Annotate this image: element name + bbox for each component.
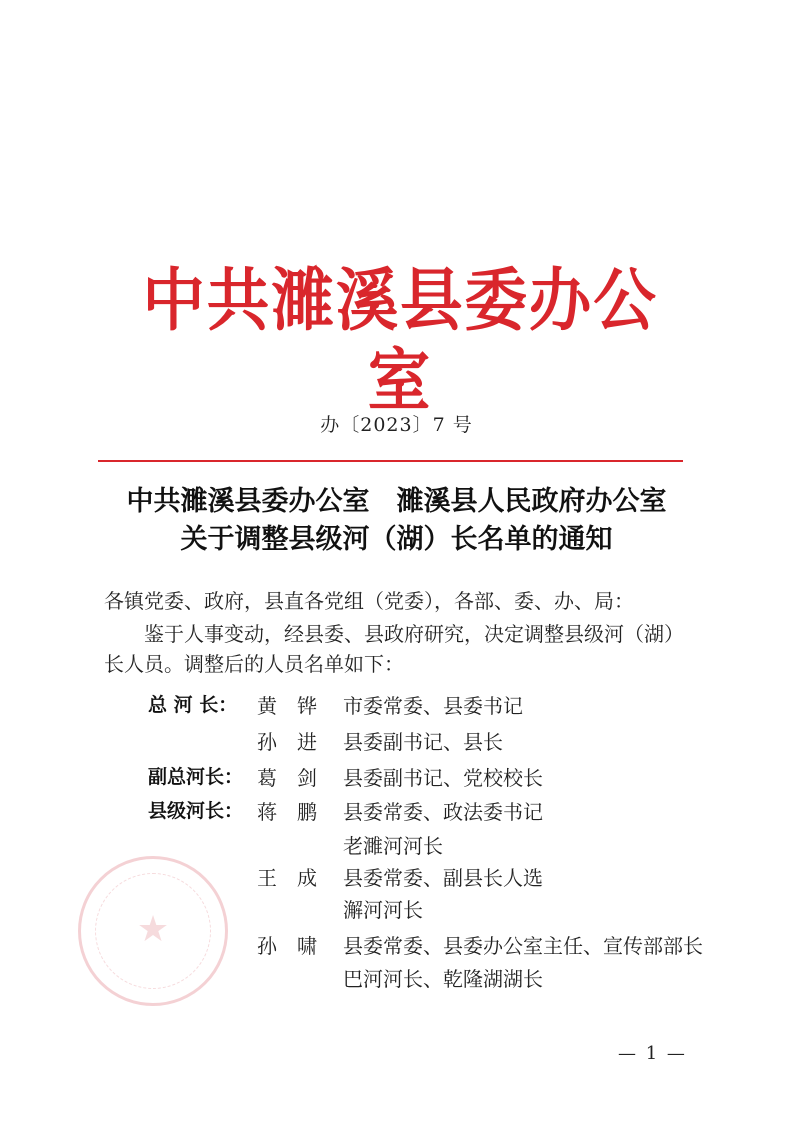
roster-role: 副总河长： (148, 766, 244, 788)
roster-duty: 县委常委、政法委书记 (343, 800, 543, 824)
roster-role: 县级河长： (148, 800, 244, 822)
page-number: — 1 — (618, 1043, 687, 1064)
roster-duty: 县委常委、县委办公室主任、宣传部部长 (343, 934, 703, 958)
document-number: 办〔2023〕7 号 (320, 414, 473, 436)
roster-duty: 县委副书记、党校校长 (343, 766, 543, 790)
roster-duty: 市委常委、县委书记 (343, 694, 523, 718)
roster-duty: 县委常委、副县长人选 (343, 866, 543, 890)
roster-river-assignment: 澥河河长 (343, 898, 423, 922)
addressee-line: 各镇党委、政府，县直各党组（党委），各部、委、办、局： (104, 589, 634, 613)
body-paragraph-line-2: 长人员。调整后的人员名单如下： (104, 652, 404, 676)
document-title (0, 483, 793, 559)
official-seal-stamp (78, 856, 228, 1006)
body-paragraph-line-1: 鉴于人事变动，经县委、县政府研究，决定调整县级河（湖） (144, 622, 684, 646)
roster-name: 黄 铧 (257, 694, 317, 718)
seal-star-icon: ★ (136, 909, 170, 950)
roster-name: 孙 啸 (257, 934, 317, 958)
roster-name: 孙 进 (257, 730, 317, 754)
roster-role: 总 河 长： (148, 694, 238, 716)
roster-name: 蒋 鹏 (257, 800, 317, 824)
roster-river-assignment: 老濉河河长 (343, 834, 443, 858)
issuer-masthead: 中共濉溪县委办公室 (142, 262, 658, 421)
roster-name: 葛 剑 (257, 766, 317, 790)
roster-river-assignment: 巴河河长、乾隆湖湖长 (343, 967, 543, 991)
roster-duty: 县委副书记、县长 (343, 730, 503, 754)
red-separator-line (98, 460, 683, 462)
roster-name: 王 成 (257, 866, 317, 890)
title-line-2: 关于调整县级河（湖）长名单的通知 (180, 524, 613, 555)
title-line-1: 中共濉溪县委办公室 濉溪县人民政府办公室 (126, 486, 667, 517)
